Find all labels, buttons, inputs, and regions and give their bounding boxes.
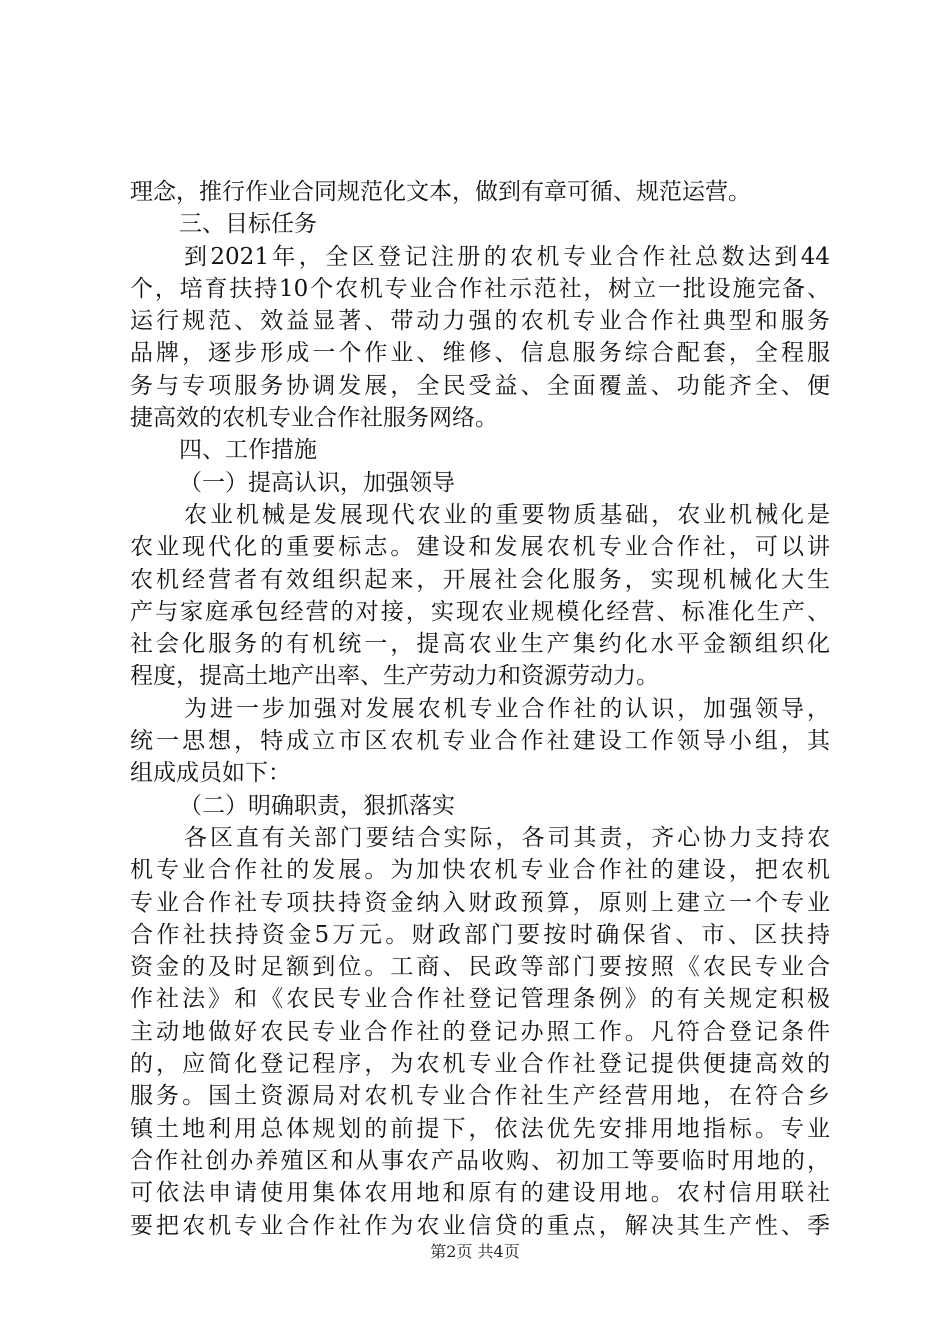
section-heading-measures: 四、工作措施 [179, 437, 317, 464]
text-line: 为进一步加强对发展农机专业合作社的认识，加强领导， [184, 695, 830, 722]
subsection-heading-1: （一）提高认识，加强领导 [179, 469, 455, 496]
text-line: 务与专项服务协调发展，全民受益、全面覆盖、功能齐全、便 [130, 372, 830, 399]
text-line: 组成成员如下： [130, 760, 291, 787]
text-line: 到2021年，全区登记注册的农机专业合作社总数达到44 [184, 243, 830, 270]
page-number-footer: 第2页 共4页 [430, 1242, 520, 1261]
text-line: 统一思想，特成立市区农机专业合作社建设工作领导小组，其 [130, 728, 830, 755]
text-line: 主动地做好农民专业合作社的登记办照工作。凡符合登记条件 [130, 1018, 830, 1045]
text-line: 农机经营者有效组织起来，开展社会化服务，实现机械化大生 [130, 566, 830, 593]
text-line: 运行规范、效益显著、带动力强的农机专业合作社典型和服务 [130, 308, 830, 335]
text-line: 合作社扶持资金5万元。财政部门要按时确保省、市、区扶持 [130, 921, 830, 948]
text-line: 社会化服务的有机统一，提高农业生产集约化水平金额组织化 [130, 631, 830, 658]
document-body [130, 176, 830, 1242]
text-line: 程度，提高土地产出率、生产劳动力和资源劳动力。 [130, 663, 659, 690]
text-line: 作社法》和《农民专业合作社登记管理条例》的有关规定积极 [130, 986, 830, 1013]
text-line: 机专业合作社的发展。为加快农机专业合作社的建设，把农机 [130, 857, 830, 884]
subsection-heading-2: （二）明确职责，狠抓落实 [179, 792, 455, 819]
text-line: 镇土地利用总体规划的前提下，依法优先安排用地指标。专业 [130, 1115, 830, 1142]
text-line: 各区直有关部门要结合实际，各司其责，齐心协力支持农 [184, 824, 830, 851]
text-line: 产与家庭承包经营的对接，实现农业规模化经营、标准化生产、 [130, 598, 830, 625]
section-heading-goals: 三、目标任务 [179, 211, 317, 238]
text-line: 理念，推行作业合同规范化文本，做到有章可循、规范运营。 [130, 179, 751, 205]
text-line: 捷高效的农机专业合作社服务网络。 [130, 405, 498, 432]
text-line: 农业现代化的重要标志。建设和发展农机专业合作社，可以讲 [130, 534, 830, 561]
text-line: 农业机械是发展现代农业的重要物质基础，农业机械化是 [184, 501, 830, 528]
text-line: 服务。国土资源局对农机专业合作社生产经营用地，在符合乡 [130, 1083, 830, 1110]
text-line: 专业合作社专项扶持资金纳入财政预算，原则上建立一个专业 [130, 889, 830, 916]
text-line: 的，应简化登记程序，为农机专业合作社登记提供便捷高效的 [130, 1051, 830, 1078]
text-line: 资金的及时足额到位。工商、民政等部门要按照《农民专业合 [130, 954, 830, 981]
text-line: 品牌，逐步形成一个作业、维修、信息服务综合配套，全程服 [130, 340, 830, 367]
text-line: 个，培育扶持10个农机专业合作社示范社，树立一批设施完备、 [130, 275, 830, 302]
text-line: 可依法申请使用集体农用地和原有的建设用地。农村信用联社 [130, 1180, 830, 1207]
text-line: 要把农机专业合作社作为农业信贷的重点，解决其生产性、季 [130, 1212, 830, 1239]
text-line: 合作社创办养殖区和从事农产品收购、初加工等要临时用地的， [130, 1147, 830, 1174]
